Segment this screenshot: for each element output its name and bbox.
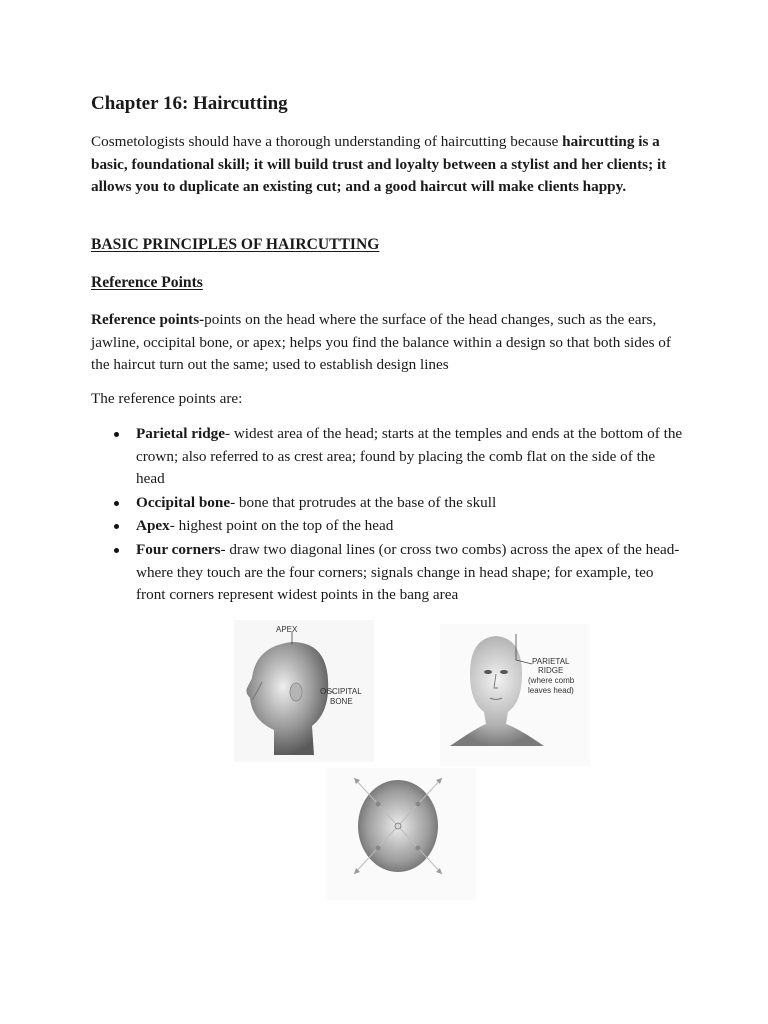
parietal-label-line3: (where comb [528, 676, 575, 685]
list-item [114, 492, 684, 515]
bullet-icon [114, 501, 119, 506]
subsection-heading: Reference Points [91, 274, 203, 291]
intro-text: Cosmetologists should have a thorough understanding of haircutting because [91, 133, 563, 150]
reference-points-list [114, 423, 684, 608]
parietal-label-line2: RIDGE [538, 666, 564, 675]
intro-paragraph [91, 131, 681, 199]
bullet-icon [114, 524, 119, 529]
list-item-term: Occipital bone [136, 493, 231, 511]
list-item-text: - draw two diagonal lines (or cross two combs) across the apex of the head-where they touch are the four corners; signals change in head shape; for example, teo front corners represent widest points in the bang area [136, 540, 680, 604]
side-view-head-illustration [234, 620, 374, 762]
definition-term: Reference points- [91, 311, 205, 328]
occipital-label-line2: BONE [330, 697, 353, 706]
list-item [114, 423, 684, 491]
bullet-icon [114, 548, 119, 553]
list-item-text: - bone that protrudes at the base of the skull [230, 493, 497, 511]
top-view-four-corners-illustration [326, 768, 476, 900]
bullet-icon [114, 432, 119, 437]
front-view-head-illustration [440, 624, 590, 766]
list-item-term: Four corners [136, 540, 221, 558]
list-item [114, 539, 684, 607]
list-intro: The reference points are: [91, 390, 243, 407]
definition-text: points on the head where the surface of the head changes, such as the ears, jawline, occipital bone, or apex; helps you find the balance within a design so that both sides of the haircut turn out the same; used to establish design lines [91, 311, 671, 374]
list-item-term: Parietal ridge [136, 425, 225, 442]
section-heading: BASIC PRINCIPLES OF HAIRCUTTING [91, 236, 380, 253]
list-item-term: Apex [136, 517, 170, 535]
list-item [114, 515, 684, 538]
list-item-text: - widest area of the head; starts at the temples and ends at the bottom of the crown; also referred to as crest area; found by placing the comb flat on the side of the head [136, 425, 683, 488]
chapter-title: Chapter 16: Haircutting [91, 93, 288, 114]
intro-bold-text: haircutting is a basic, foundational skill; it will build trust and loyalty between a stylist and her clients; it allows you to duplicate an existing cut; and a good haircut will make clients happy. [91, 133, 667, 196]
definition-paragraph [91, 309, 681, 377]
apex-label: APEX [276, 625, 298, 634]
occipital-label-line1: OCCIPITAL [320, 687, 362, 696]
parietal-label-line1: PARIETAL [532, 657, 570, 666]
list-item-text: - highest point on the top of the head [169, 517, 394, 535]
parietal-label-line4: leaves head) [528, 686, 574, 695]
